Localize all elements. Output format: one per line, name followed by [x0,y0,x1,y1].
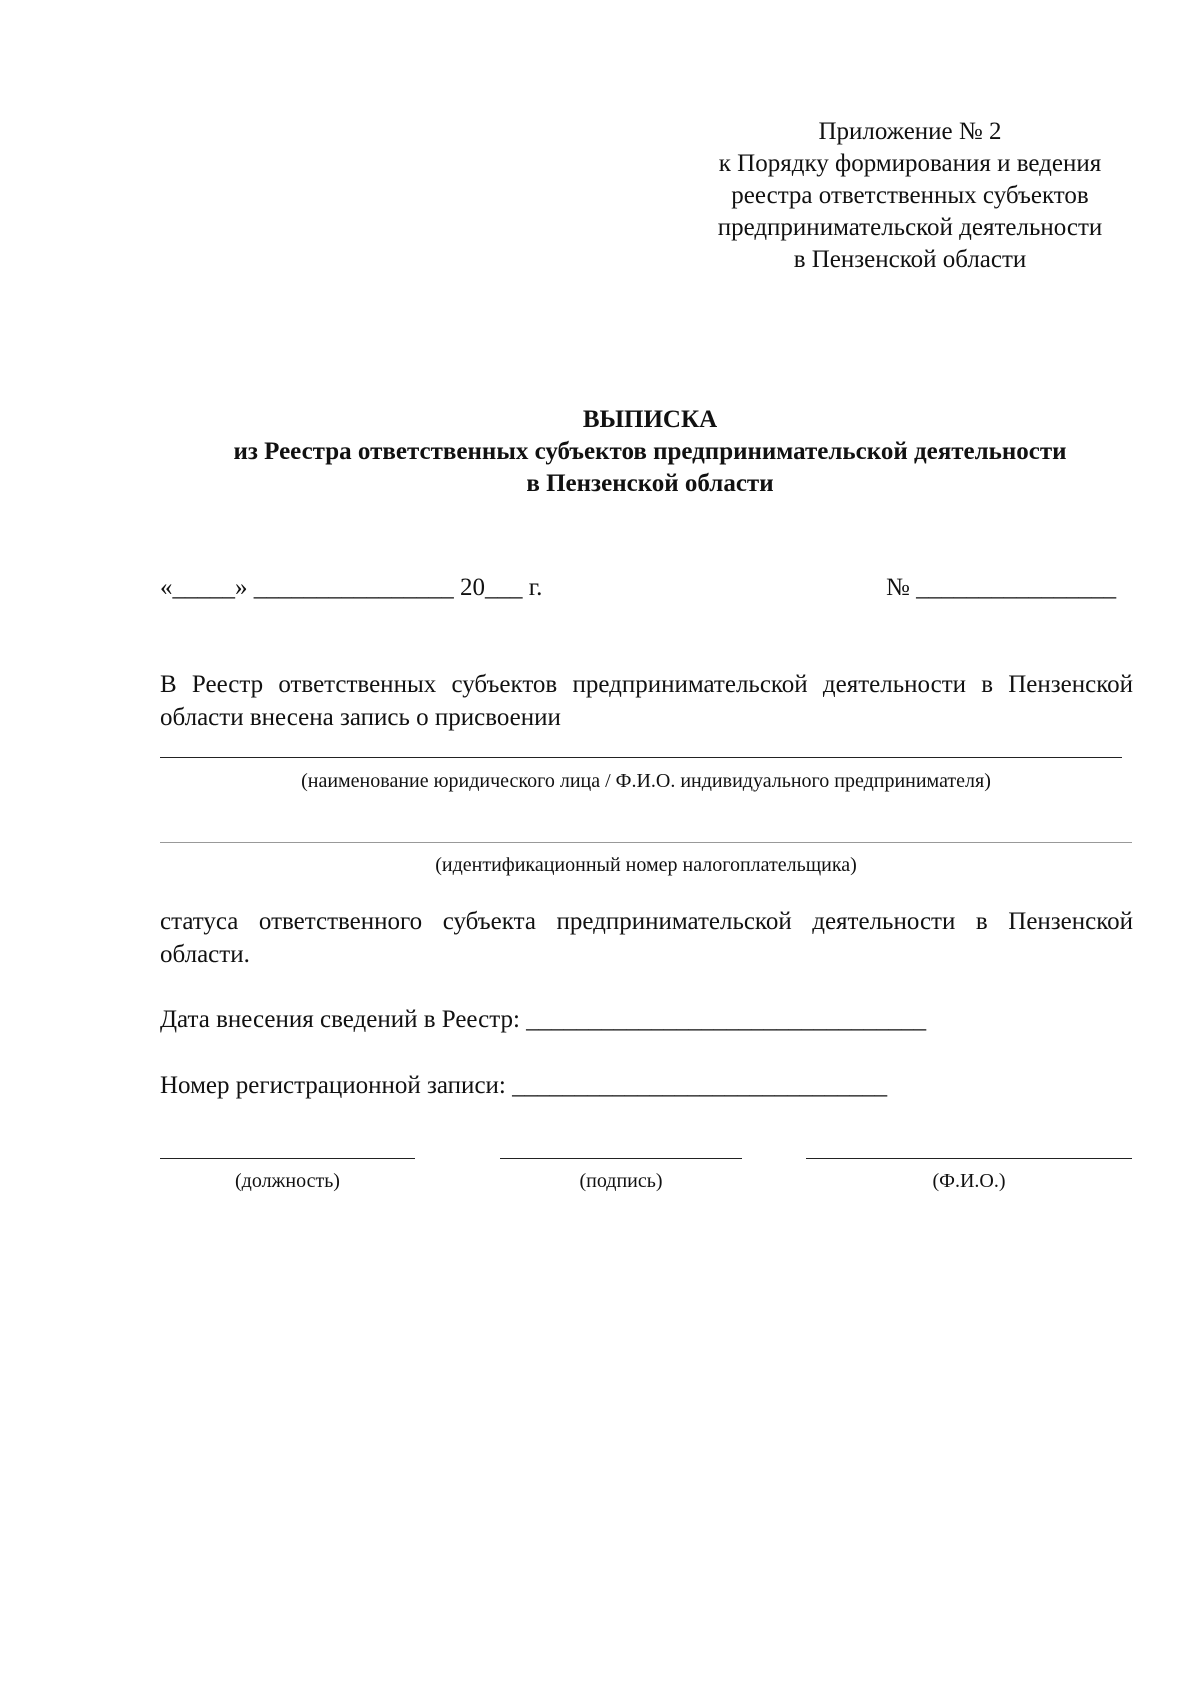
paragraph-entry: В Реестр ответственных субъектов предпринимательской деятельности в Пензенской области внесена запись о присвоении [160,671,1133,731]
annex-line-4: предпринимательской деятельности [717,214,1103,241]
title-line-2: из Реестра ответственных субъектов предпринимательской деятельности [233,438,1067,465]
title-line-3: в Пензенской области [526,470,774,497]
registry-date-field: Дата внесения сведений в Реестр: ________________________________ [160,1006,927,1033]
position-caption: (должность) [235,1170,340,1192]
name-fill-line [160,757,1122,758]
signature-line [500,1158,742,1159]
inn-fill-line [160,842,1132,843]
full-name-caption: (Ф.И.О.) [932,1170,1006,1192]
date-field: «_____» ________________ 20___ г. [160,574,543,601]
paragraph-status: статуса ответственного субъекта предпринимательской деятельности в Пензенской области. [160,908,1133,968]
annex-line-3: реестра ответственных субъектов [731,182,1089,209]
annex-number: Приложение № 2 [818,118,1002,145]
annex-line-5: в Пензенской области [793,246,1027,273]
full-name-line [806,1158,1132,1159]
annex-header [680,116,1140,276]
inn-caption: (идентификационный номер налогоплательщика) [435,854,857,876]
registration-number-field: Номер регистрационной записи: ______________________________ [160,1072,888,1099]
position-line [160,1158,415,1159]
signature-caption: (подпись) [579,1170,663,1192]
title-main: ВЫПИСКА [582,406,718,433]
annex-line-2: к Порядку формирования и ведения [718,150,1102,177]
number-field: № ________________ [886,574,1117,601]
document-title [100,404,1200,500]
name-caption: (наименование юридического лица / Ф.И.О. индивидуального предпринимателя) [301,770,991,792]
